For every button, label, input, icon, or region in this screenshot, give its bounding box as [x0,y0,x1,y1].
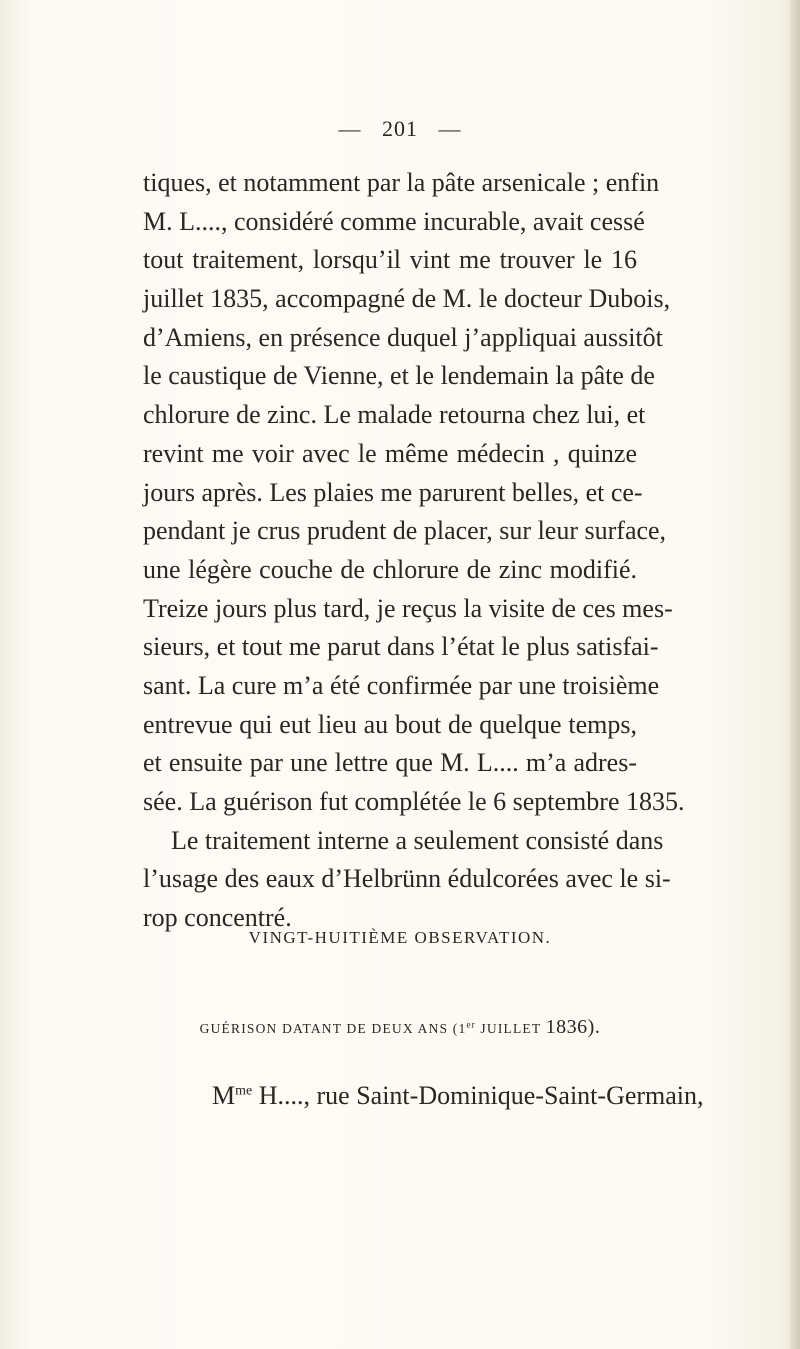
text-line: revint me voir avec le même médecin , quinze [143,438,637,468]
text-line: le caustique de Vienne, et le lendemain la pâte de [143,361,655,391]
text-line: sant. La cure m’a été confirmée par une troisième [143,670,660,700]
folio-dash-left: — [338,116,362,141]
text-line: jours après. Les plaies me parurent belles, et ce- [143,477,643,507]
page-number [0,116,800,142]
page-edge [790,0,800,1349]
text-line: tout traitement, lorsqu’il vint me trouver le 16 [143,245,637,275]
subtitle-prefix: GUÉRISON DATANT DE DEUX ANS (1 [199,1021,467,1036]
subtitle-year: 1836 [545,1016,588,1038]
closing-rest: H...., rue Saint-Dominique-Saint-Germain, [252,1081,704,1110]
text-line: sée. La guérison fut complétée le 6 septembre 1835. [143,787,685,816]
text-line: sieurs, et tout me parut dans l’état le plus satisfai- [143,632,659,662]
text-line: d’Amiens, en présence duquel j’appliquai aussitôt [143,322,663,352]
subtitle-superscript: er [466,1019,476,1030]
text-line: une légère couche de chlorure de zinc modifié. [143,554,637,584]
text-line: Treize jours plus tard, je reçus la visite de ces mes- [143,593,673,623]
observation-title: VINGT-HUITIÈME OBSERVATION. [248,928,552,947]
subtitle-suffix: ). [587,1016,601,1038]
text-line: entrevue qui eut lieu au bout de quelque temps, [143,709,637,739]
text-line: l’usage des eaux d’Helbrünn édulcorées avec le si- [143,864,671,894]
closing-line [212,1081,704,1111]
text-line: chlorure de zinc. Le malade retourna chez lui, et [143,400,646,430]
body-text [143,164,685,938]
text-line: Le traitement interne a seulement consisté dans [171,825,664,855]
text-line: M. L...., considéré comme incurable, avait cessé [143,206,645,236]
closing-superscript: me [235,1083,253,1099]
text-line: tiques, et notamment par la pâte arsenicale ; enfin [143,168,660,197]
folio-number: 201 [382,116,418,141]
closing-prefix: M [212,1081,236,1110]
text-line: et ensuite par une lettre que M. L.... m’a adres- [143,748,637,778]
folio-dash-right: — [438,116,462,141]
text-line: pendant je crus prudent de placer, sur leur surface, [143,516,667,546]
text-line: juillet 1835, accompagné de M. le docteur Dubois, [143,284,671,314]
subtitle-middle: JUILLET [475,1021,546,1036]
observation-subtitle [0,1016,800,1039]
text-line: rop concentré. [143,903,292,933]
